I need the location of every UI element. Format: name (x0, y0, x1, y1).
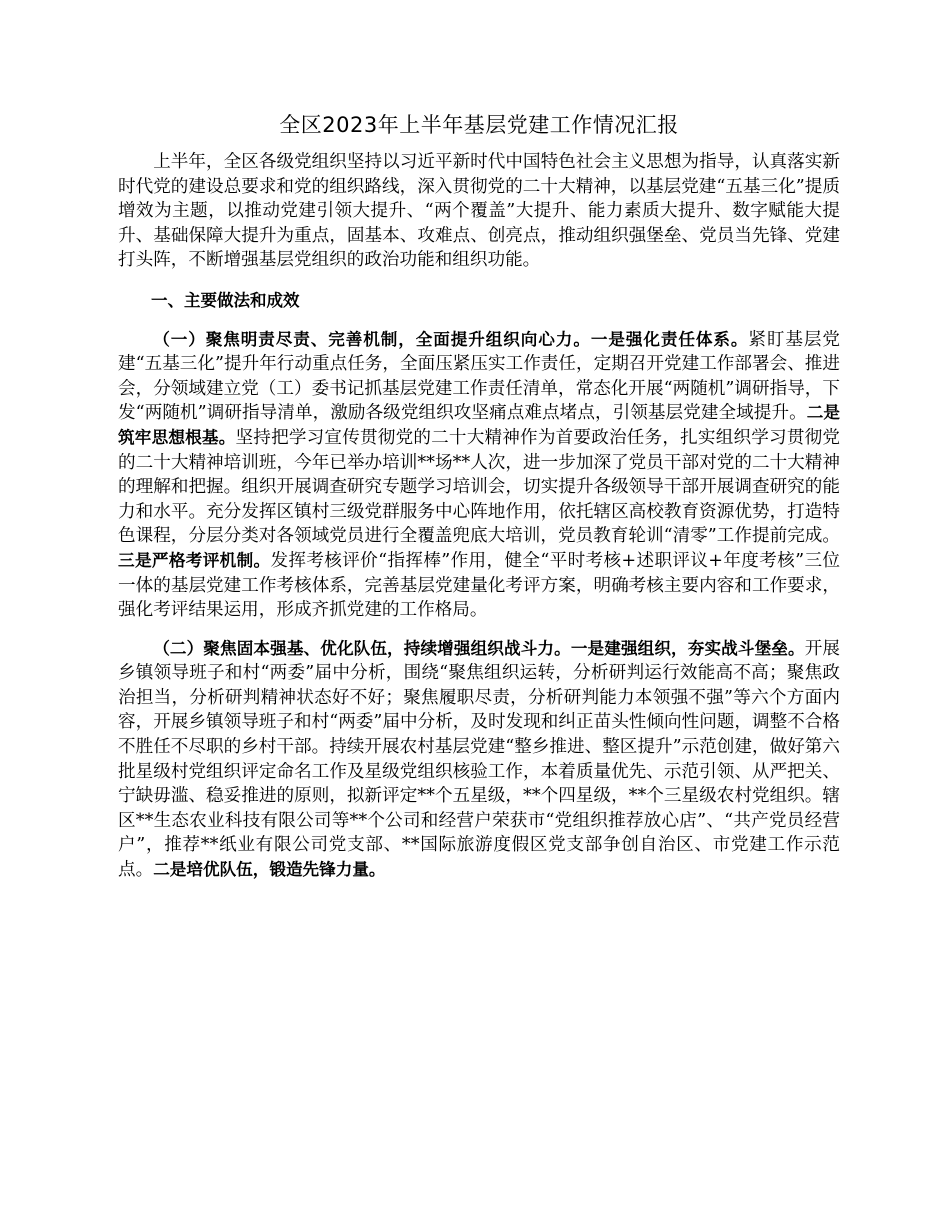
part2-item1-text: 开展乡镇领导班子和村“两委”届中分析，围绕“聚焦组织运转，分析研判运行效能高不高；聚焦政治担当，分析研判精神状态好不好；聚焦履职尽责，分析研判能力本领强不强”等六个方面内容，开展乡镇领导班子和村“两委”届中分析，及时发现和纠正苗头性倾向性问题，调整不合格不胜任不尽职的乡村干部。持续开展农村基层党建“整乡推进、整区提升”示范创建，做好第六批星级村党组织评定命名工作及星级党组织核验工作，本着质量优先、示范引领、从严把关、宁缺毋滥、稳妥推进的原则，拟新评定**个五星级，**个四星级，**个三星级农村党组织。辖区**生态农业科技有限公司等**个公司和经营户荣获市“党组织推荐放心店”、“共产党员经营户”，推荐**纸业有限公司党支部、**国际旅游度假区党支部争创自治区、市党建工作示范点。 (118, 638, 841, 881)
document-title: 全区2023年上半年基层党建工作情况汇报 (279, 113, 679, 137)
part2-item1-label: 一是建强组织，夯实战斗堡垒。 (570, 638, 805, 658)
intro-paragraph: 上半年，全区各级党组织坚持以习近平新时代中国特色社会主义思想为指导，认真落实新时代党的建设总要求和党的组织路线，深入贯彻党的二十大精神，以基层党建“五基三化”提质增效为主题，以推动党建引领大提升、“两个覆盖”大提升、能力素质大提升、数字赋能大提升、基础保障大提升为重点，固基本、攻难点、创亮点，推动组织强堡垒、党员当先锋、党建打头阵，不断增强基层党组织的政治功能和组织功能。 (118, 152, 840, 271)
part1-paragraph (118, 328, 840, 623)
part1-item2-label: 二是筑牢思想根基。 (118, 403, 841, 447)
part1-item1-text: 紧盯基层党建“五基三化”提升年行动重点任务，全面压紧压实工作责任，定期召开党建工作部署会、推进会，分领域建立党（工）委书记抓基层党建工作责任清单，常态化开展“两随机”调研指导，下发“两随机”调研指导清单，激励各级党组织攻坚痛点难点堵点，引领基层党建全域提升。 (118, 329, 841, 424)
part1-heading: （一）聚焦明责尽责、完善机制，全面提升组织向心力。 (153, 329, 591, 349)
part1-item3-text: 发挥考核评价“指挥棒”作用，健全“平时考核+述职评议+年度考核”三位一体的基层党建工作考核体系，完善基层党建量化考评方案，明确考核主要内容和工作要求，强化考评结果运用，形成齐抓党建的工作格局。 (118, 550, 840, 621)
document-page (118, 110, 840, 897)
part1-item3-label: 三是严格考评机制。 (118, 550, 271, 570)
part1-item1-label: 一是强化责任体系。 (590, 329, 749, 349)
part1-item2-text: 坚持把学习宣传贯彻党的二十大精神作为首要政治任务，扎实组织学习贯彻党的二十大精神培训班，今年已举办培训**场**人次，进一步加深了党员干部对党的二十大精神的理解和把握。组织开展调查研究专题学习培训会，切实提升各级领导干部开展调查研究的能力和水平。充分发挥区镇村三级党群服务中心阵地作用，依托辖区高校教育资源优势，打造特色课程，分层分类对各领域党员进行全覆盖兜底大培训，党员教育轮训“清零”工作提前完成。 (118, 427, 840, 547)
part2-paragraph (118, 637, 840, 883)
part2-item2-label: 二是培优队伍，锻造先锋力量。 (153, 860, 386, 880)
part2-heading: （二）聚焦固本强基、优化队伍，持续增强组织战斗力。 (153, 638, 571, 658)
section-heading: 一、主要做法和成效 (151, 290, 300, 310)
